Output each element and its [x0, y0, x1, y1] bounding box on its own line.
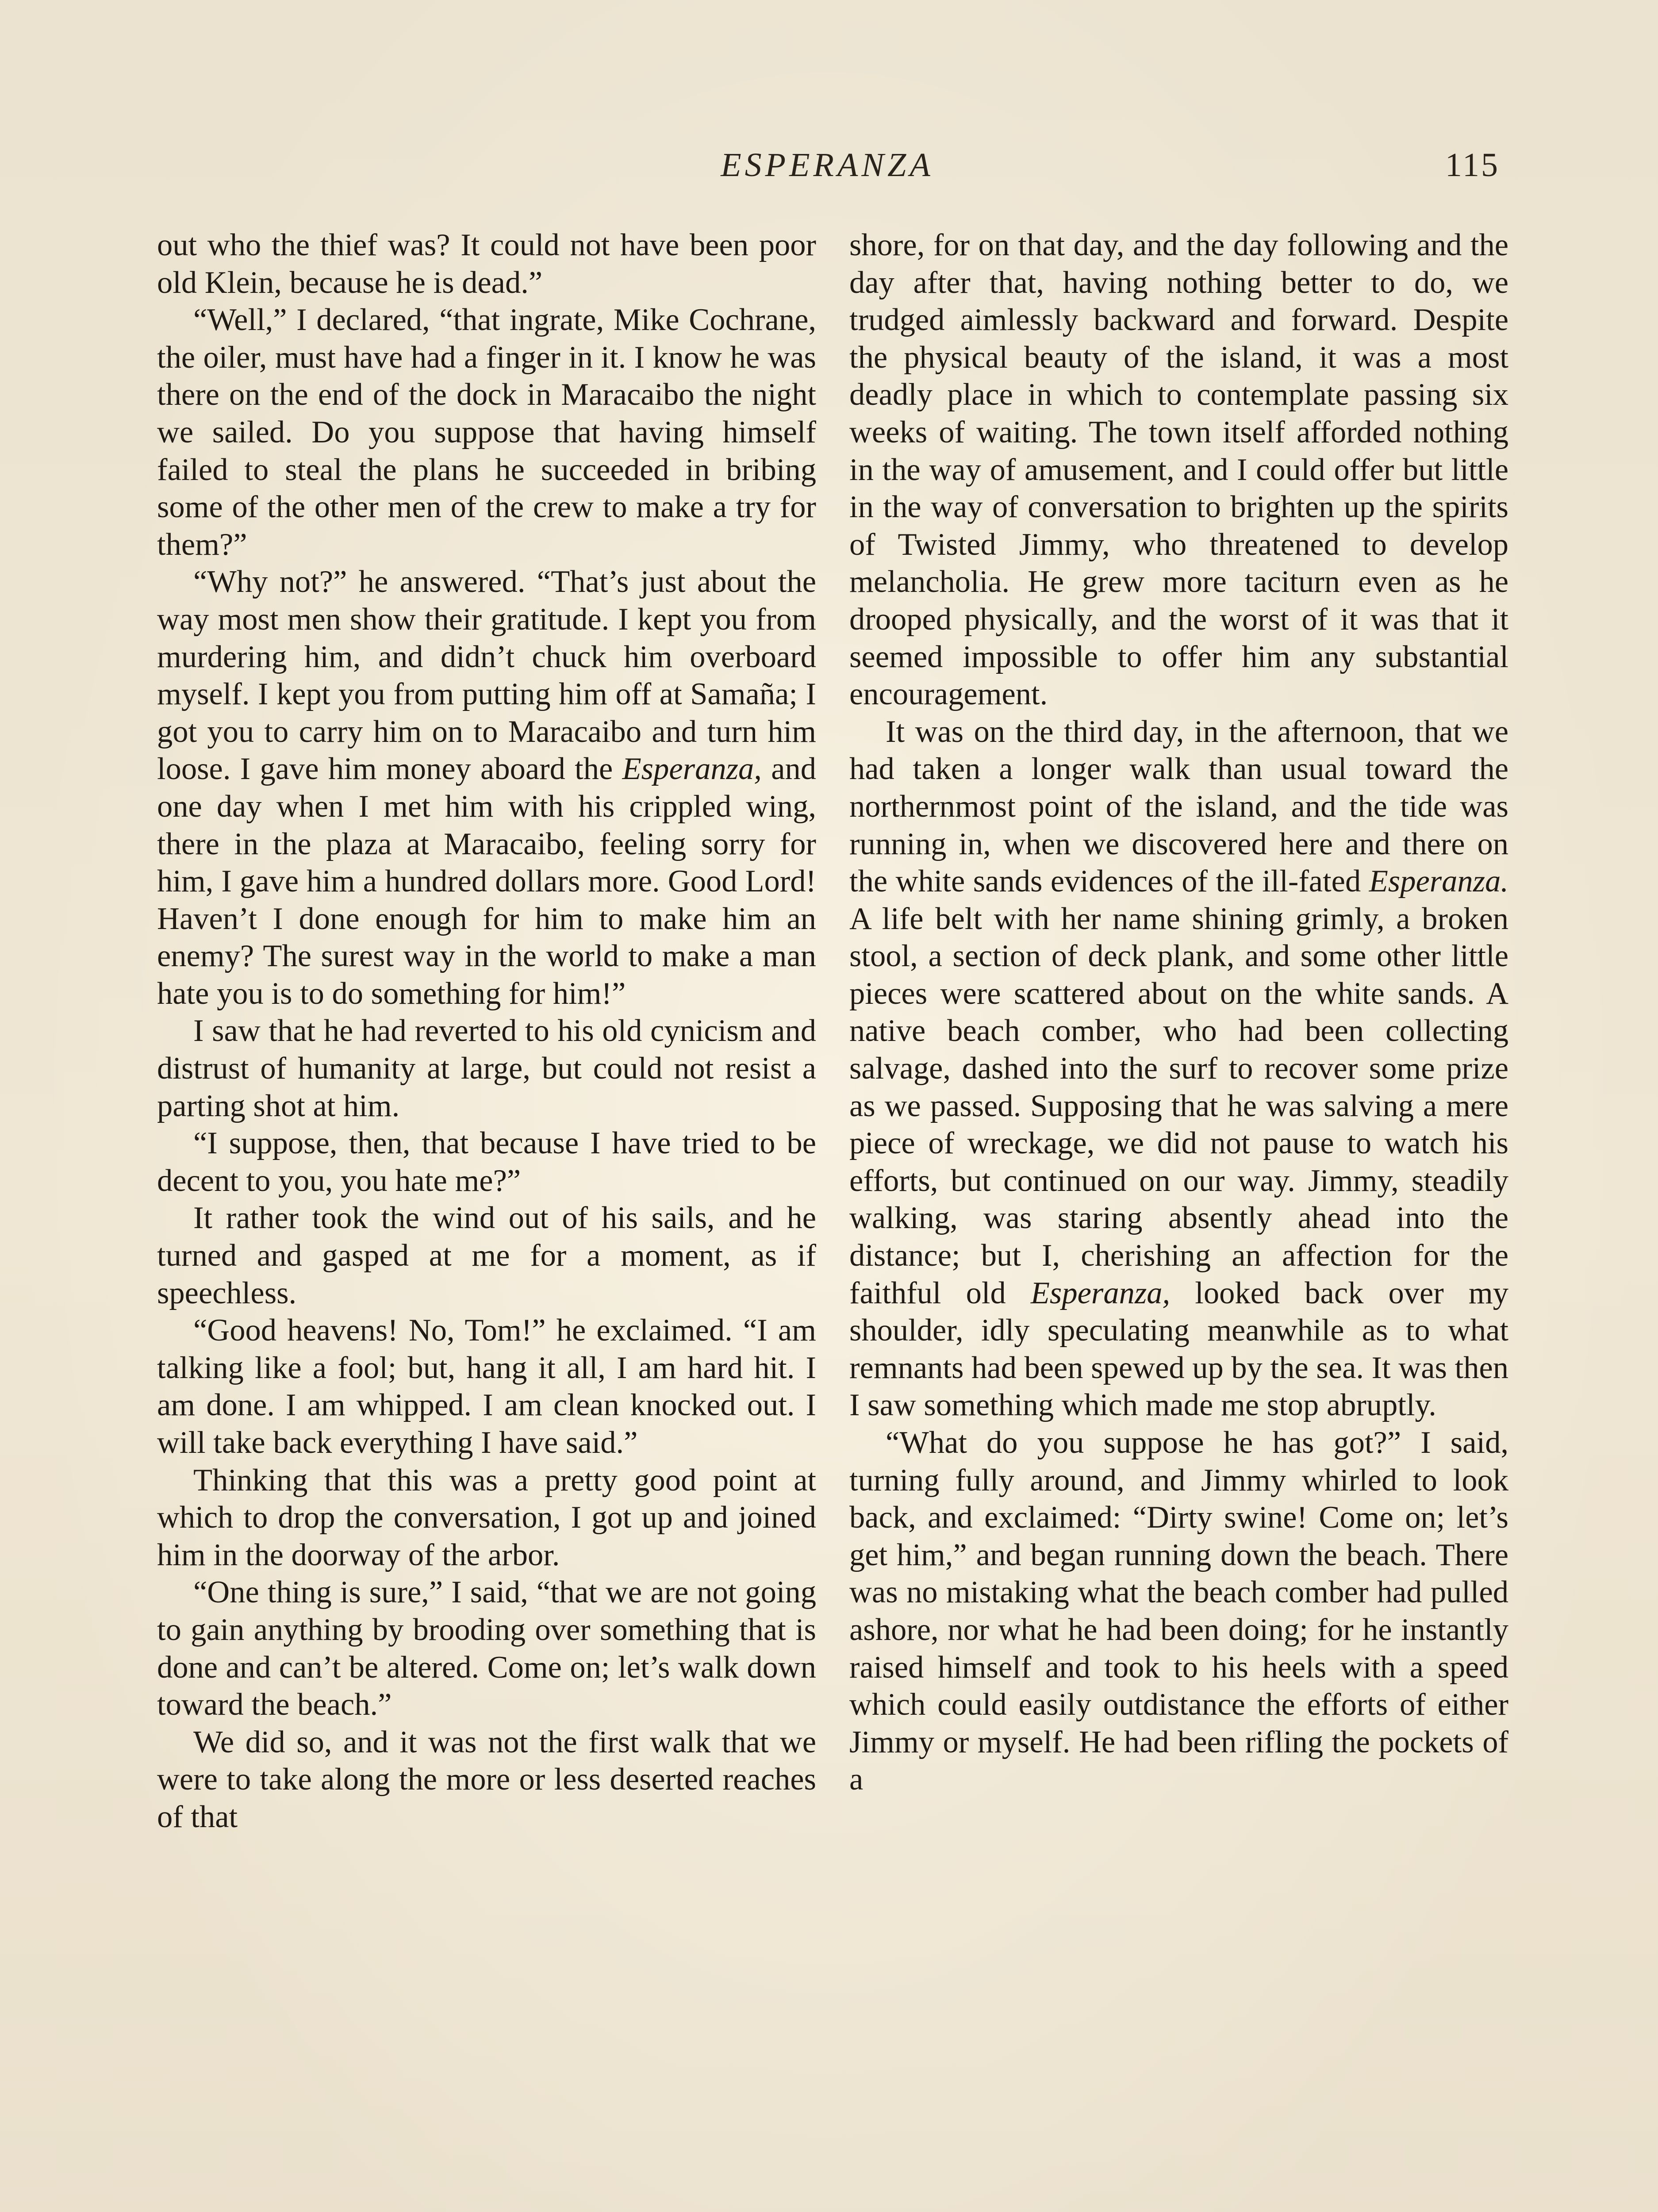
paragraph: shore, for on that day, and the day following and the day after that, having nothing better to do, we trudged aimlessly backward and forward. Despite the physical beauty of the island, it was a most deadly place in which to contemplate passing six weeks of waiting. The town itself afforded nothing in the way of amusement, and I could offer but little in the way of conversation to brighten up the spirits of Twisted Jimmy, who threatened to develop melancholia. He grew more taciturn even as he drooped physically, and the worst of it was that it seemed impossible to offer him any substantial encouragement.	[849, 228, 1508, 712]
paragraph: I saw that he had reverted to his old cynicism and distrust of humanity at large, but could not resist a parting shot at him.	[157, 1014, 816, 1123]
paragraph	[157, 563, 816, 1012]
page-number: 115	[1445, 146, 1500, 184]
left-column	[157, 227, 816, 1836]
paragraph: “One thing is sure,” I said, “that we are not going to gain anything by brooding over something that is done and can’t be altered. Come on; let’s walk down toward the beach.”	[157, 1575, 816, 1722]
text-run: It was on the third day, in the afternoon, that we had taken a longer walk than usual toward the northernmost point of the island, and the tide was running in, when we discovered here and there on the white sands evidences of the ill-fated	[849, 714, 1508, 899]
paragraph: “Well,” I declared, “that ingrate, Mike Cochrane, the oiler, must have had a finger in it. I know he was there on the end of the dock in Maracaibo the night we sailed. Do you suppose that having himself failed to steal the plans he succeeded in bribing some of the other men of the crew to make a try for them?”	[157, 303, 816, 562]
text-run: A life belt with her name shining grimly, a broken stool, a section of deck plank, and some other little pieces were scattered about on the white sands. A native beach comber, who had been collecting salvage, dashed into the surf to recover some prize as we passed. Supposing that he was salving a mere piece of wreckage, we did not pause to watch his efforts, but continued on our way. Jimmy, steadily walking, was staring absently ahead into the distance; but I, cherishing an affection for the faithful old	[849, 901, 1508, 1310]
running-title: ESPERANZA	[721, 146, 934, 184]
paragraph: We did so, and it was not the first walk that we were to take along the more or less deserted reaches of that	[157, 1724, 816, 1834]
paragraph: out who the thief was? It could not have been poor old Klein, because he is dead.”	[157, 228, 816, 300]
paragraph: “Good heavens! No, Tom!” he exclaimed. “I am talking like a fool; but, hang it all, I am hard hit. I am done. I am whipped. I am clean knocked out. I will take back everything I have said.”	[157, 1313, 816, 1460]
text-run: and one day when I met him with his crippled wing, there in the plaza at Maracaibo, feeling sorry for him, I gave him a hundred dollars more. Good Lord! Haven’t I done enough for him to make him an enemy? The surest way in the world to make a man hate you is to do something for him!”	[157, 752, 816, 1011]
right-column	[849, 227, 1508, 1798]
ship-name: Esperanza,	[622, 752, 762, 787]
text-run: looked back over my shoulder, idly speculating meanwhile as to what remnants had been spewed up by the sea. It was then I saw something which made me stop abruptly.	[849, 1275, 1508, 1423]
paragraph: “I suppose, then, that because I have tried to be decent to you, you hate me?”	[157, 1126, 816, 1198]
page-header	[155, 146, 1500, 199]
paragraph: “What do you suppose he has got?” I said, turning fully around, and Jimmy whirled to look back, and exclaimed: “Dirty swine! Come on; let’s get him,” and began running down the beach. There was no mistaking what the beach comber had pulled ashore, nor what he had been doing; for he instantly raised himself and took to his heels with a speed which could easily outdistance the efforts of either Jimmy or myself. He had been rifling the pockets of a	[849, 1425, 1508, 1797]
paragraph: It rather took the wind out of his sails, and he turned and gasped at me for a moment, as if speechless.	[157, 1201, 816, 1310]
paragraph	[849, 713, 1508, 1424]
paragraph: Thinking that this was a pretty good point at which to drop the conversation, I got up and joined him in the doorway of the arbor.	[157, 1463, 816, 1572]
ship-name: Esperanza,	[1030, 1275, 1171, 1310]
ship-name: Esperanza.	[1369, 864, 1508, 899]
text-run: “Why not?” he answered. “That’s just about the way most men show their gratitude. I kept you from murdering him, and didn’t chuck him overboard myself. I kept you from putting him off at Samaña; I got you to carry him on to Maracaibo and turn him loose. I gave him money aboard the	[157, 565, 816, 787]
